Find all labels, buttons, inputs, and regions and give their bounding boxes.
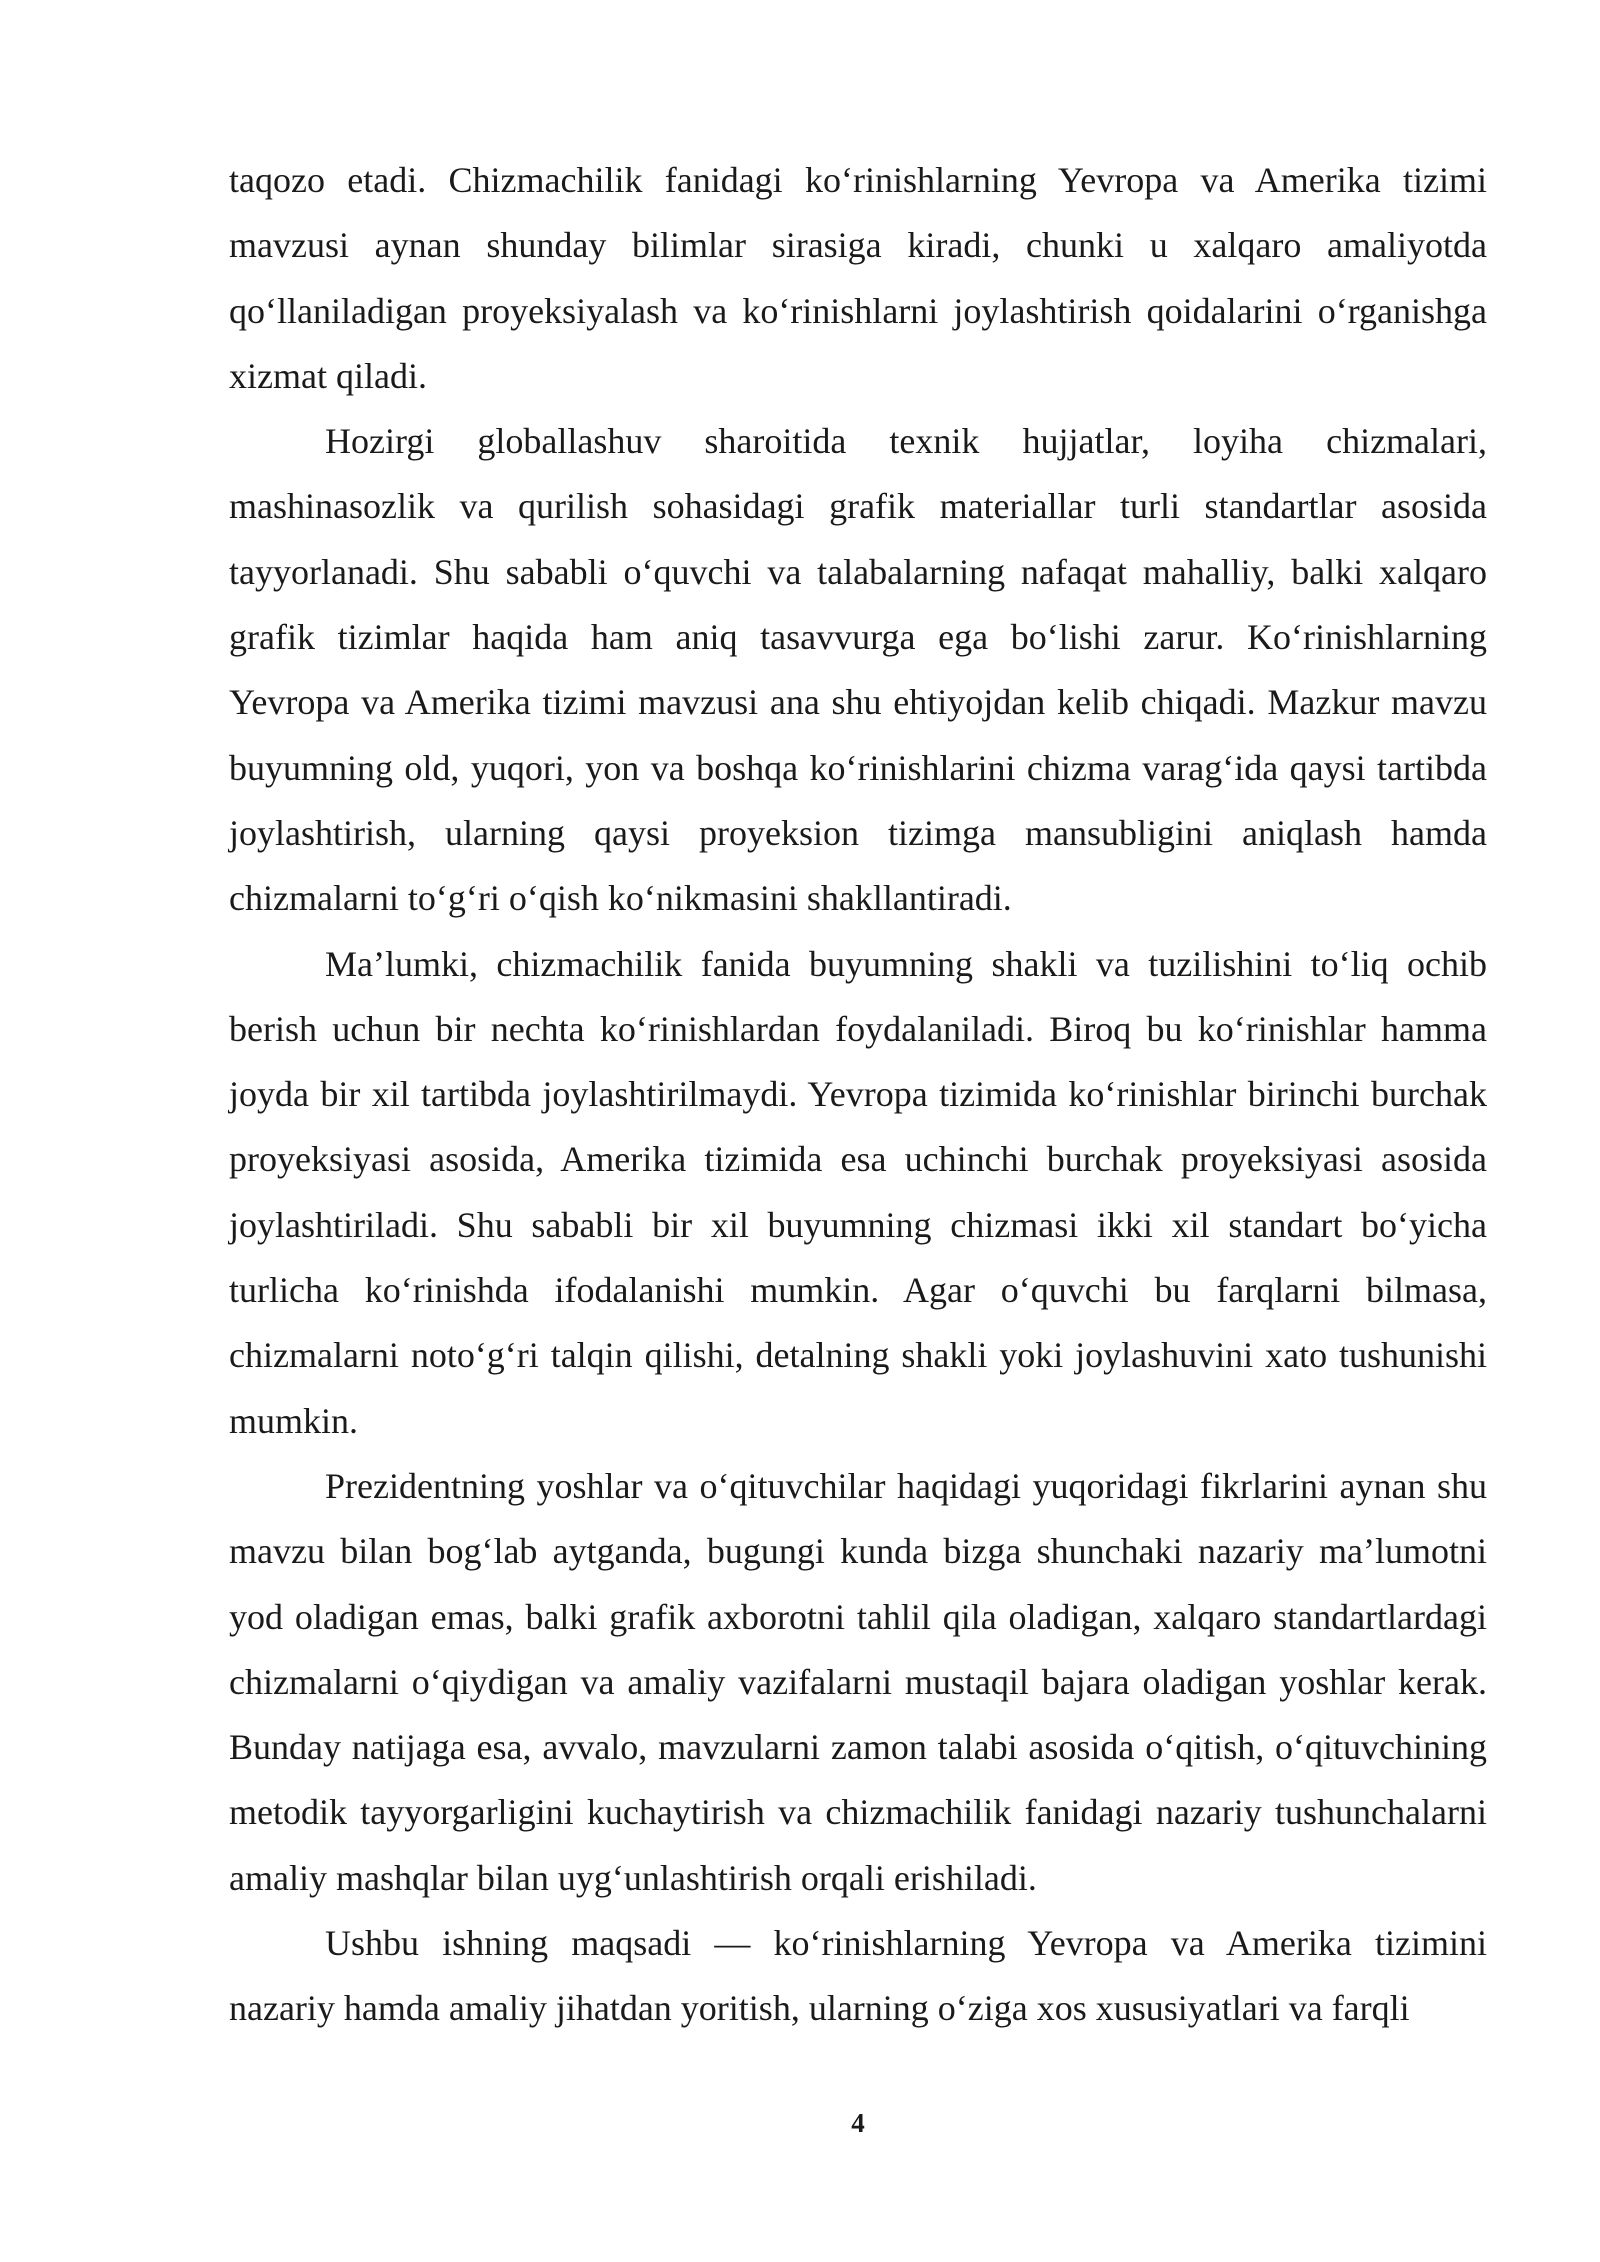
paragraph-5: Ushbu ishning maqsadi — ko‘rinishlarning Yevropa va Amerika tizimini nazariy hamda amaliy jihatdan yoritish, ularning o‘ziga xos xususiyatlari va farqli	[229, 1923, 1487, 2029]
paragraph-2: Hozirgi globallashuv sharoitida texnik hujjatlar, loyiha chizmalari, mashinasozlik va qurilish sohasidagi grafik materiallar turli standartlar asosida tayyorlanadi. Shu sababli o‘quvchi va talabalarning nafaqat mahalliy, balki xalqaro grafik tizimlar haqida ham aniq tasavvurga ega bo‘lishi zarur. Ko‘rinishlarning Yevropa va Amerika tizimi mavzusi ana shu ehtiyojdan kelib chiqadi. Mazkur mavzu buyumning old, yuqori, yon va boshqa ko‘rinishlarini chizma varag‘ida qaysi tartibda joylashtirish, ularning qaysi proyeksion tizimga mansubligini aniqlash hamda chizmalarni to‘g‘ri o‘qish ko‘nikmasini shakllantiradi.	[229, 421, 1487, 919]
document-page	[229, 148, 1487, 2042]
paragraph-4: Prezidentning yoshlar va o‘qituvchilar haqidagi yuqoridagi fikrlarini aynan shu mavzu bilan bog‘lab aytganda, bugungi kunda bizga shunchaki nazariy ma’lumotni yod oladigan emas, balki grafik axborotni tahlil qila oladigan, xalqaro standartlardagi chizmalarni o‘qiydigan va amaliy vazifalarni mustaqil bajara oladigan yoshlar kerak. Bunday natijaga esa, avvalo, mavzularni zamon talabi asosida o‘qitish, o‘qituvchining metodik tayyorgarligini kuchaytirish va chizmachilik fanidagi nazariy tushunchalarni amaliy mashqlar bilan uyg‘unlashtirish orqali erishiladi.	[229, 1465, 1487, 1898]
page-number: 4	[851, 2108, 865, 2138]
paragraph-1: taqozo etadi. Chizmachilik fanidagi ko‘rinishlarning Yevropa va Amerika tizimi mavzusi aynan shunday bilimlar sirasiga kiradi, chunki u xalqaro amaliyotda qo‘llaniladigan proyeksiyalash va ko‘rinishlarni joylashtirish qoidalarini o‘rganishga xizmat qiladi.	[229, 160, 1487, 396]
paragraph-3: Ma’lumki, chizmachilik fanida buyumning shakli va tuzilishini to‘liq ochib berish uchun bir nechta ko‘rinishlardan foydalaniladi. Biroq bu ko‘rinishlar hamma joyda bir xil tartibda joylashtirilmaydi. Yevropa tizimida ko‘rinishlar birinchi burchak proyeksiyasi asosida, Amerika tizimida esa uchinchi burchak proyeksiyasi asosida joylashtiriladi. Shu sababli bir xil buyumning chizmasi ikki xil standart bo‘yicha turlicha ko‘rinishda ifodalanishi mumkin. Agar o‘quvchi bu farqlarni bilmasa, chizmalarni noto‘g‘ri talqin qilishi, detalning shakli yoki joylashuvini xato tushunishi mumkin.	[229, 943, 1487, 1441]
